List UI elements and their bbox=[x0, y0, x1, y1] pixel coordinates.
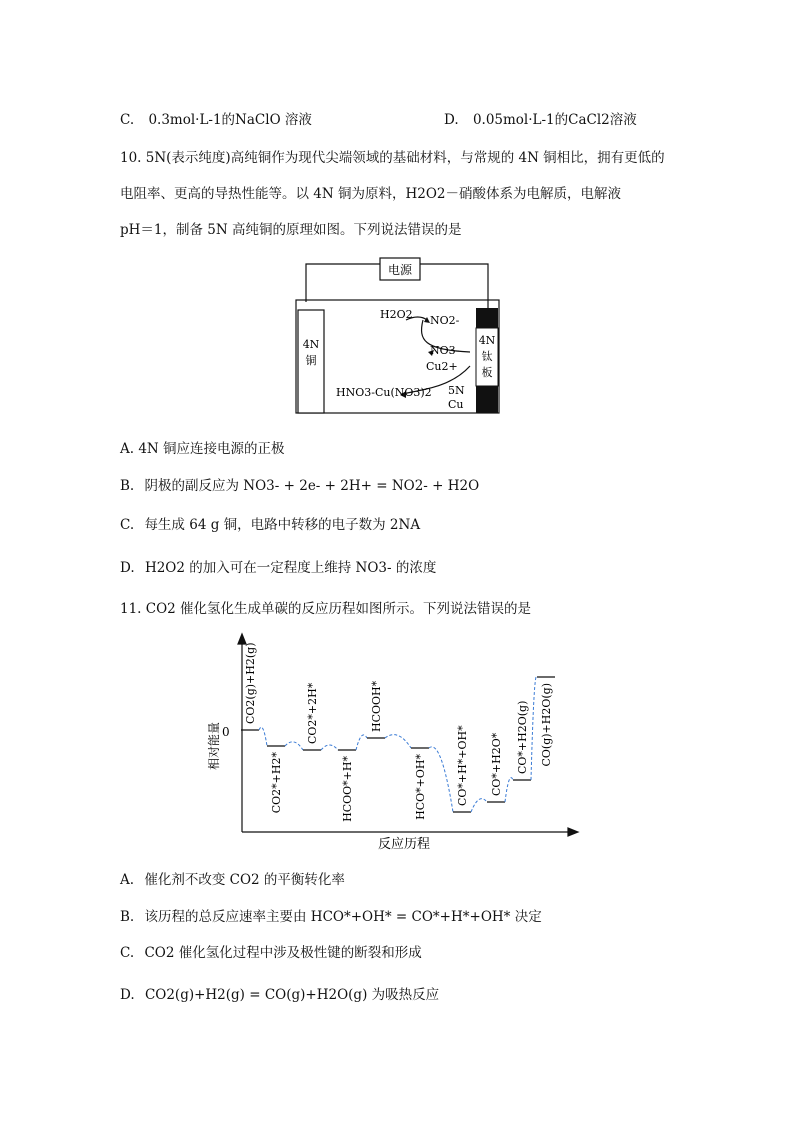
product-label-2: Cu bbox=[448, 398, 464, 411]
anode-label-1: 4N bbox=[302, 338, 320, 351]
state-label: HCOO*+H* bbox=[341, 756, 354, 822]
transition-curve bbox=[259, 727, 267, 746]
q11-option-d: D. CO2(g)+H2(g) = CO(g)+H2O(g) 为吸热反应 bbox=[120, 987, 440, 1003]
no2-label: NO2- bbox=[430, 314, 460, 327]
no3-label: NO3- bbox=[430, 344, 460, 357]
cathode-label-3: 板 bbox=[481, 366, 493, 379]
transition-curve bbox=[505, 778, 513, 802]
electrolyte-label: HNO3-Cu(NO3)2 bbox=[336, 386, 432, 399]
product-label-1: 5N bbox=[448, 384, 465, 397]
cathode-label-2: 钛 bbox=[481, 350, 493, 363]
transition-curve bbox=[356, 735, 367, 750]
transition-curve bbox=[285, 742, 303, 750]
q10-option-d: D. H2O2 的加入可在一定程度上维持 NO3- 的浓度 bbox=[120, 560, 437, 576]
zero-label: 0 bbox=[222, 725, 230, 739]
transition-curve bbox=[321, 745, 338, 750]
power-source-label: 电源 bbox=[387, 263, 413, 277]
h2o2-label: H2O2 bbox=[380, 308, 413, 321]
q10-stem-line3: pH＝1，制备 5N 高纯铜的原理如图。下列说法错误的是 bbox=[120, 222, 462, 238]
state-label: CO(g)+H2O(g) bbox=[540, 683, 553, 767]
q9-option-c: C. 0.3mol·L-1的NaClO 溶液 bbox=[120, 112, 312, 128]
xlabel: 反应历程 bbox=[378, 837, 431, 852]
q10-option-c: C. 每生成 64 g 铜，电路中转移的电子数为 2NA bbox=[120, 517, 421, 533]
anode-label-2: 铜 bbox=[305, 354, 317, 367]
electrolysis-diagram bbox=[290, 256, 505, 418]
q9-option-d-text: 0.05mol·L-1的CaCl2溶液 bbox=[472, 112, 637, 128]
q11-option-a: A. 催化剂不改变 CO2 的平衡转化率 bbox=[120, 872, 345, 888]
q11-option-c: C. CO2 催化氢化过程中涉及极性键的断裂和形成 bbox=[120, 945, 422, 961]
energy-profile-diagram bbox=[200, 632, 590, 854]
state-label: CO2*+2H* bbox=[306, 682, 319, 744]
state-label: HCO*+OH* bbox=[414, 754, 427, 820]
q11-stem: 11. CO2 催化氢化生成单碳的反应历程如图所示。下列说法错误的是 bbox=[120, 601, 532, 617]
q9-option-c-text: 0.3mol·L-1的NaClO 溶液 bbox=[148, 112, 312, 128]
state-label: CO2(g)+H2(g) bbox=[244, 642, 257, 724]
q10-stem-line1: 10. 5N(表示纯度)高纯铜作为现代尖端领域的基础材料，与常规的 4N 铜相比，拥有更低的 bbox=[120, 150, 665, 166]
state-label: HCOOH* bbox=[370, 680, 383, 732]
q10-option-b: B. 阴极的副反应为 NO3- + 2e- + 2H+ = NO2- + H2O bbox=[120, 478, 480, 494]
transition-curve bbox=[471, 799, 487, 812]
ylabel: 相对能量 bbox=[207, 721, 221, 770]
q10-option-a: A. 4N 铜应连接电源的正极 bbox=[120, 441, 285, 457]
state-label: CO*+H2O(g) bbox=[516, 700, 529, 774]
cu2-label: Cu2+ bbox=[426, 360, 458, 373]
transition-curve bbox=[385, 735, 411, 748]
state-label: CO*+H*+OH* bbox=[456, 725, 469, 806]
cathode-label-1: 4N bbox=[478, 334, 496, 347]
q10-stem-line2: 电阻率、更高的导热性能等。以 4N 铜为原料，H2O2－硝酸体系为电解质，电解液 bbox=[120, 186, 622, 202]
q11-option-b: B. 该历程的总反应速率主要由 HCO*+OH* = CO*+H*+OH* 决定 bbox=[120, 909, 542, 925]
state-label: CO*+H2O* bbox=[490, 732, 503, 796]
transition-curve bbox=[531, 676, 537, 780]
transition-curve bbox=[429, 747, 453, 812]
q9-option-d: D. 0.05mol·L-1的CaCl2溶液 bbox=[444, 112, 637, 128]
state-label: CO2*+H2* bbox=[270, 752, 283, 814]
